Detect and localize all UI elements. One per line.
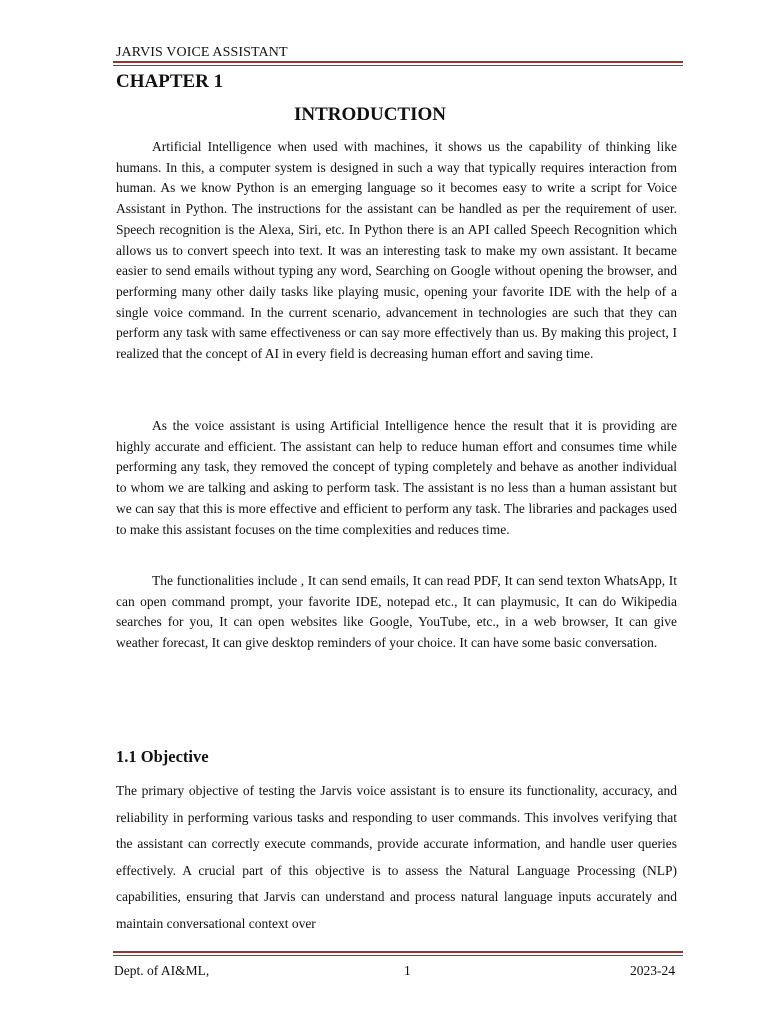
intro-paragraph-3	[116, 571, 677, 654]
footer-year: 2023-24	[630, 963, 675, 978]
objective-paragraph	[116, 778, 677, 938]
running-header: JARVIS VOICE ASSISTANT	[116, 45, 288, 60]
paragraph-text: As the voice assistant is using Artificial Intelligence hence the result that it is providing are highly accurate and efficient. The assistant can help to reduce human effort and consumes time while performing any task, they removed the concept of typing completely and behave as another individual to whom we are talking and asking to perform task. The assistant is no less than a human assistant but we can say that this is more effective and efficient to perform any task. The libraries and packages used to make this assistant focuses on the time complexities and reduces time.	[116, 418, 677, 537]
intro-paragraph-1	[116, 137, 677, 365]
footer-department: Dept. of AI&ML,	[114, 963, 210, 978]
intro-paragraph-2	[116, 416, 677, 540]
footer-page-number: 1	[404, 963, 411, 978]
footer-rule	[113, 951, 683, 956]
chapter-label: CHAPTER 1	[116, 71, 224, 92]
paragraph-text: The functionalities include , It can send emails, It can read PDF, It can send texton WhatsApp, It can open command prompt, your favorite IDE, notepad etc., It can playmusic, It can do Wikipedia searches for you, It can open websites like Google, YouTube, etc., in a web browser, It can give weather forecast, It can give desktop reminders of your choice. It can have some basic conversation.	[116, 573, 677, 651]
chapter-title: INTRODUCTION	[293, 104, 447, 125]
paragraph-text: Artificial Intelligence when used with machines, it shows us the capability of thinking like humans. In this, a computer system is designed in such a way that typically requires interaction from human. As we know Python is an emerging language so it becomes easy to write a script for Voice Assistant in Python. The instructions for the assistant can be handled as per the requirement of user. Speech recognition is the Alexa, Siri, etc. In Python there is an API called Speech Recognition which allows us to convert speech into text. It was an interesting task to make my own assistant. It became easier to send emails without typing any word, Searching on Google without opening the browser, and performing many other daily tasks like playing music, opening your favorite IDE with the help of a single voice command. In the current scenario, advancement in technologies are such that they can perform any task with same effectiveness or can say more effectively than us. By making this project, I realized that the concept of AI in every field is decreasing human effort and saving time.	[116, 139, 677, 362]
paragraph-text: The primary objective of testing the Jarvis voice assistant is to ensure its functionality, accuracy, and reliability in performing various tasks and responding to user commands. This involves verifying that the assistant can correctly execute commands, provide accurate information, and handle user queries effectively. A crucial part of this objective is to assess the Natural Language Processing (NLP) capabilities, ensuring that Jarvis can understand and process natural language inputs accurately and maintain conversational context over	[116, 783, 677, 931]
section-heading-objective: 1.1 Objective	[116, 747, 209, 766]
header-rule	[113, 61, 683, 66]
